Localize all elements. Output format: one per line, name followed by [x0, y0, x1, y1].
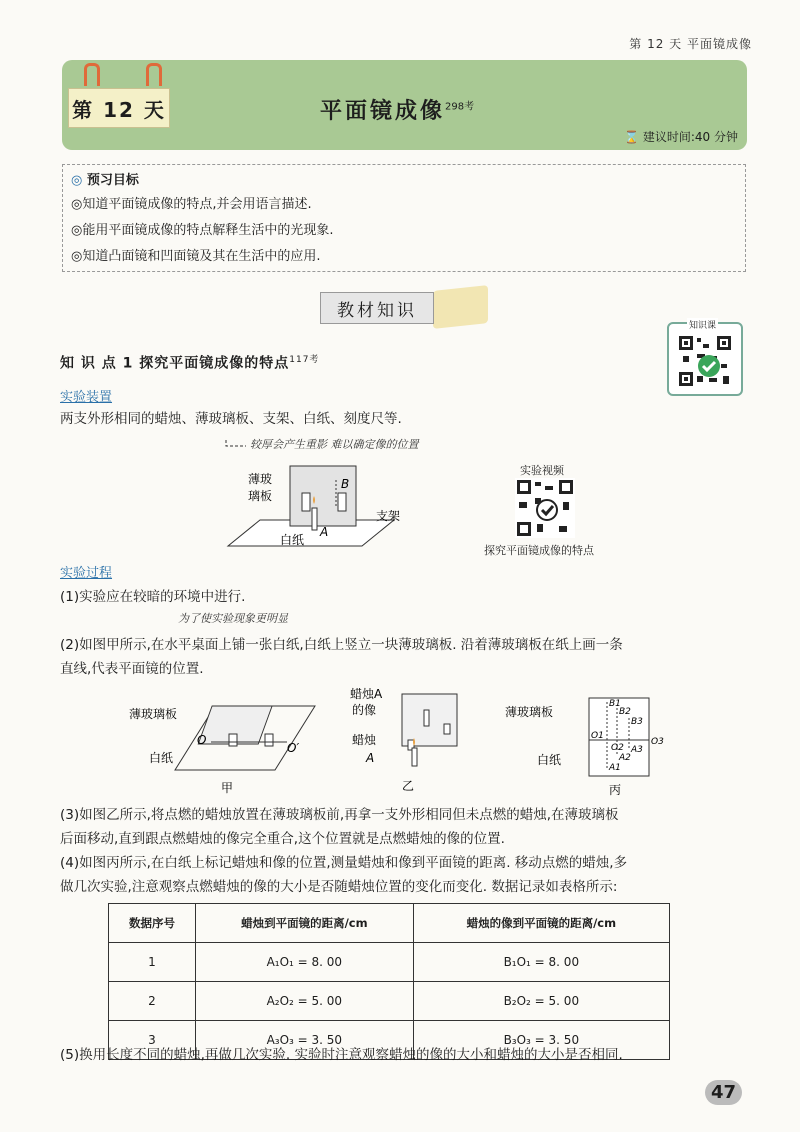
video-caption: 探究平面镜成像的特点: [484, 544, 594, 557]
video-label: 实验视频: [520, 464, 564, 477]
label-B3: B3: [631, 717, 643, 727]
video-qr-code[interactable]: [515, 478, 575, 538]
section-title: 教材知识: [320, 292, 434, 324]
lesson-title: 平面镜成像$^{298考}$: [320, 99, 475, 124]
qr-code-icon: [669, 324, 741, 394]
label-glass: 薄玻: [248, 472, 273, 486]
apparatus-figure: [200, 438, 420, 550]
step-3-line-1: (3)如图乙所示,将点燃的蜡烛放置在薄玻璃板前,再拿一支外形相同但未点燃的蜡烛,在薄玻璃板: [60, 807, 619, 823]
table-cell: B₂O₂ = 5. 00: [413, 982, 669, 1021]
step-2-line-2: 直线,代表平面镜的位置.: [60, 661, 204, 677]
label-O1: O1: [591, 731, 604, 741]
lesson-exam-count: 298考: [445, 101, 475, 113]
knowledge-point-title: 知 识 点 1 探究平面镜成像的特点$^{117考}$: [60, 355, 320, 372]
figure-jia: [125, 698, 325, 796]
step-5: (5)换用长度不同的蜡烛,再做几次实验. 实验时注意观察蜡烛的像的大小和蜡烛的大小是否相同.: [60, 1047, 623, 1063]
preview-goals-box: [62, 164, 746, 272]
target-icon: ◎: [71, 173, 83, 188]
qr-code-box[interactable]: [667, 322, 743, 396]
book-icon: [433, 285, 488, 329]
label-B2: B2: [619, 707, 631, 717]
table-header: 数据序号: [109, 904, 196, 943]
table-cell: A₃O₃ = 3. 50: [196, 1021, 414, 1060]
apparatus-text: 两支外形相同的蜡烛、薄玻璃板、支架、白纸、刻度尺等.: [60, 411, 402, 427]
figure-bing: [505, 694, 685, 798]
label-paper: 白纸: [280, 533, 305, 547]
step-2-line-1: (2)如图甲所示,在水平桌面上铺一张白纸,白纸上竖立一块薄玻璃板. 沿着薄玻璃板在纸上画一条: [60, 637, 623, 653]
data-table: [108, 903, 670, 1060]
table-row: [109, 943, 670, 982]
label-A2: A2: [619, 753, 631, 763]
table-header-row: [109, 904, 670, 943]
label-O-prime: O′: [287, 741, 300, 755]
table-cell: B₁O₁ = 8. 00: [413, 943, 669, 982]
table-row: [109, 982, 670, 1021]
running-head: 第 12 天 平面镜成像: [629, 37, 752, 51]
table-cell: B₃O₃ = 3. 50: [413, 1021, 669, 1060]
label-A3: A3: [631, 745, 643, 755]
apparatus-note: 较厚会产生重影 难以确定像的位置: [250, 438, 419, 451]
table-cell: A₁O₁ = 8. 00: [196, 943, 414, 982]
step-4-line-2: 做几次实验,注意观察点燃蜡烛的像的大小是否随蜡烛位置的变化而变化. 数据记录如表格所示:: [60, 879, 618, 895]
label-paper: 白纸: [149, 751, 174, 765]
caption-jia: 甲: [221, 781, 234, 795]
kp-exam-count: 117考: [289, 355, 320, 365]
label-B: B: [341, 477, 350, 491]
label-paper: 白纸: [537, 753, 562, 767]
hourglass-icon: ⌛: [624, 130, 640, 144]
label-B1: B1: [609, 699, 621, 709]
page-number: 47: [705, 1080, 742, 1105]
label-A1: A1: [609, 763, 621, 773]
label-O2: O2: [611, 743, 624, 753]
label-A: A: [366, 751, 375, 765]
label-glass2: 璃板: [248, 489, 273, 503]
table-cell: A₂O₂ = 5. 00: [196, 982, 414, 1021]
label-glass: 薄玻璃板: [129, 707, 178, 721]
caption-bing: 丙: [609, 783, 622, 797]
table-header: 蜡烛的像到平面镜的距离/cm: [413, 904, 669, 943]
process-heading: 实验过程: [60, 566, 113, 581]
label-glass: 薄玻璃板: [505, 705, 554, 719]
label-image-1: 蜡烛A: [350, 687, 383, 701]
binder-clip-icon: [84, 63, 100, 86]
goal-item: ◎知道平面镜成像的特点,并会用语言描述.: [71, 197, 312, 212]
table-cell: 3: [109, 1021, 196, 1060]
goal-item: ◎知道凸面镜和凹面镜及其在生活中的应用.: [71, 249, 321, 264]
label-O: O: [197, 733, 207, 747]
figure-yi: [350, 686, 480, 796]
label-candle: 蜡烛: [352, 733, 377, 747]
step-1: (1)实验应在较暗的环境中进行.: [60, 589, 246, 605]
day-label: 第 12 天: [68, 88, 170, 128]
goals-title: ◎ 预习目标: [71, 173, 139, 188]
suggested-time: ⌛ 建议时间:40 分钟: [624, 130, 738, 144]
label-stand: 支架: [376, 509, 401, 523]
apparatus-heading: 实验装置: [60, 390, 113, 405]
step-4-line-1: (4)如图丙所示,在白纸上标记蜡烛和像的位置,测量蜡烛和像到平面镜的距离. 移动点燃的蜡烛,多: [60, 855, 628, 871]
caption-yi: 乙: [402, 779, 415, 793]
step-1-note: 为了使实验现象更明显: [178, 612, 288, 625]
binder-clip-icon: [146, 63, 162, 86]
table-header: 蜡烛到平面镜的距离/cm: [196, 904, 414, 943]
table-cell: 1: [109, 943, 196, 982]
goal-item: ◎能用平面镜成像的特点解释生活中的光现象.: [71, 223, 334, 238]
qr-label: 知识课: [687, 318, 718, 331]
label-O3: O3: [651, 737, 664, 747]
label-A: A: [320, 525, 329, 539]
label-image-2: 的像: [352, 703, 377, 717]
step-3-line-2: 后面移动,直到跟点燃蜡烛的像完全重合,这个位置就是点燃蜡烛的像的位置.: [60, 831, 505, 847]
table-cell: 2: [109, 982, 196, 1021]
qr-code-icon: [515, 478, 575, 538]
